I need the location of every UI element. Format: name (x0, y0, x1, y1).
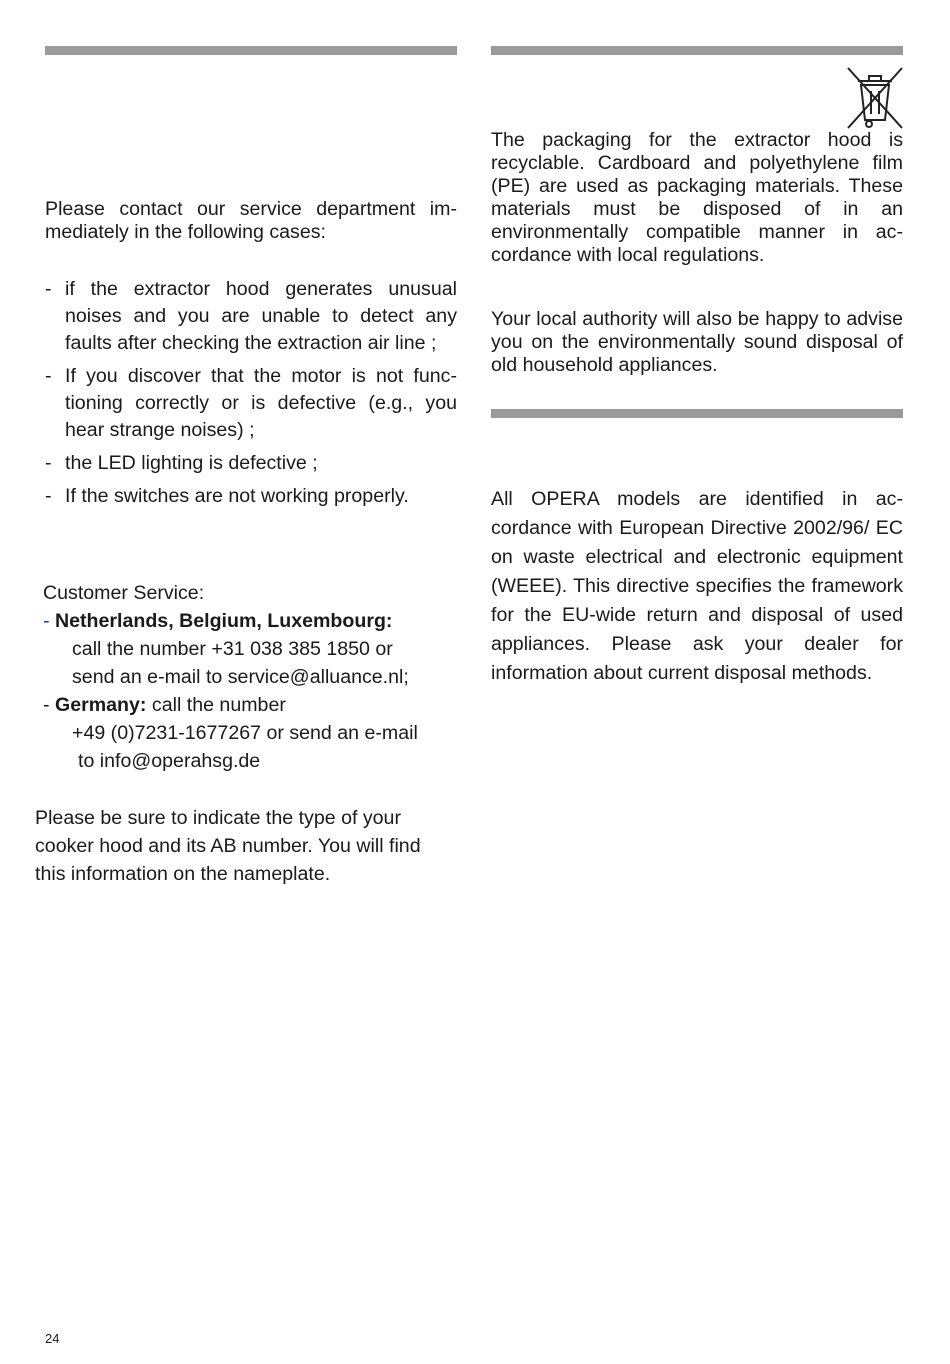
netherlands-email: send an e-mail to service@alluance.nl; (72, 666, 409, 688)
list-item: - If you discover that the motor is not func-tioning correctly or is defective (e.g., you hear strange noises) ; (45, 365, 457, 441)
list-item: - the LED lighting is defective ; (45, 452, 318, 474)
right-section-rule-bottom (491, 409, 903, 418)
packaging-paragraph: The packaging for the extractor hood is recyclable. Cardboard and polyethylene film (PE) are used as packaging materials. These materials must be disposed of in an environmentally compatible manner in ac-cordance with local regulations. (491, 129, 903, 266)
list-item: - if the extractor hood generates unusual noises and you are unable to detect any faults after checking the extraction air line ; (45, 278, 457, 354)
weee-paragraph: All OPERA models are identified in ac-cordance with European Directive 2002/96/ EC on waste electrical and electronic equipment (WEEE). This directive specifies the framework for the EU-wide return and disposal of used appliances. Please ask your dealer for information about current disposal methods. (491, 488, 903, 684)
service-cases-list (45, 276, 457, 516)
netherlands-phone: call the number +31 038 385 1850 or (72, 638, 393, 660)
crossed-out-wheelie-bin-icon (845, 65, 905, 131)
germany-email: to info@operahsg.de (78, 750, 261, 772)
service-intro: Please contact our service department im-mediately in the following cases: (45, 198, 457, 243)
region-netherlands: - Netherlands, Belgium, Luxembourg: (43, 610, 393, 632)
customer-service-heading: Customer Service: (43, 582, 205, 604)
nameplate-note: Please be sure to indicate the type of your cooker hood and its AB number. You will find this information on the nameplate. (35, 807, 421, 885)
region-germany: - Germany: call the number (43, 694, 286, 716)
customer-service-block (43, 579, 418, 775)
list-item: - If the switches are not working properly. (45, 485, 409, 507)
left-section-rule (45, 46, 457, 55)
germany-phone: +49 (0)7231-1677267 or send an e-mail (72, 722, 418, 744)
page-number: 24 (45, 1331, 60, 1346)
authority-paragraph: Your local authority will also be happy to advise you on the environmentally sound disposal of old household appliances. (491, 308, 903, 376)
right-section-rule-top (491, 46, 903, 55)
